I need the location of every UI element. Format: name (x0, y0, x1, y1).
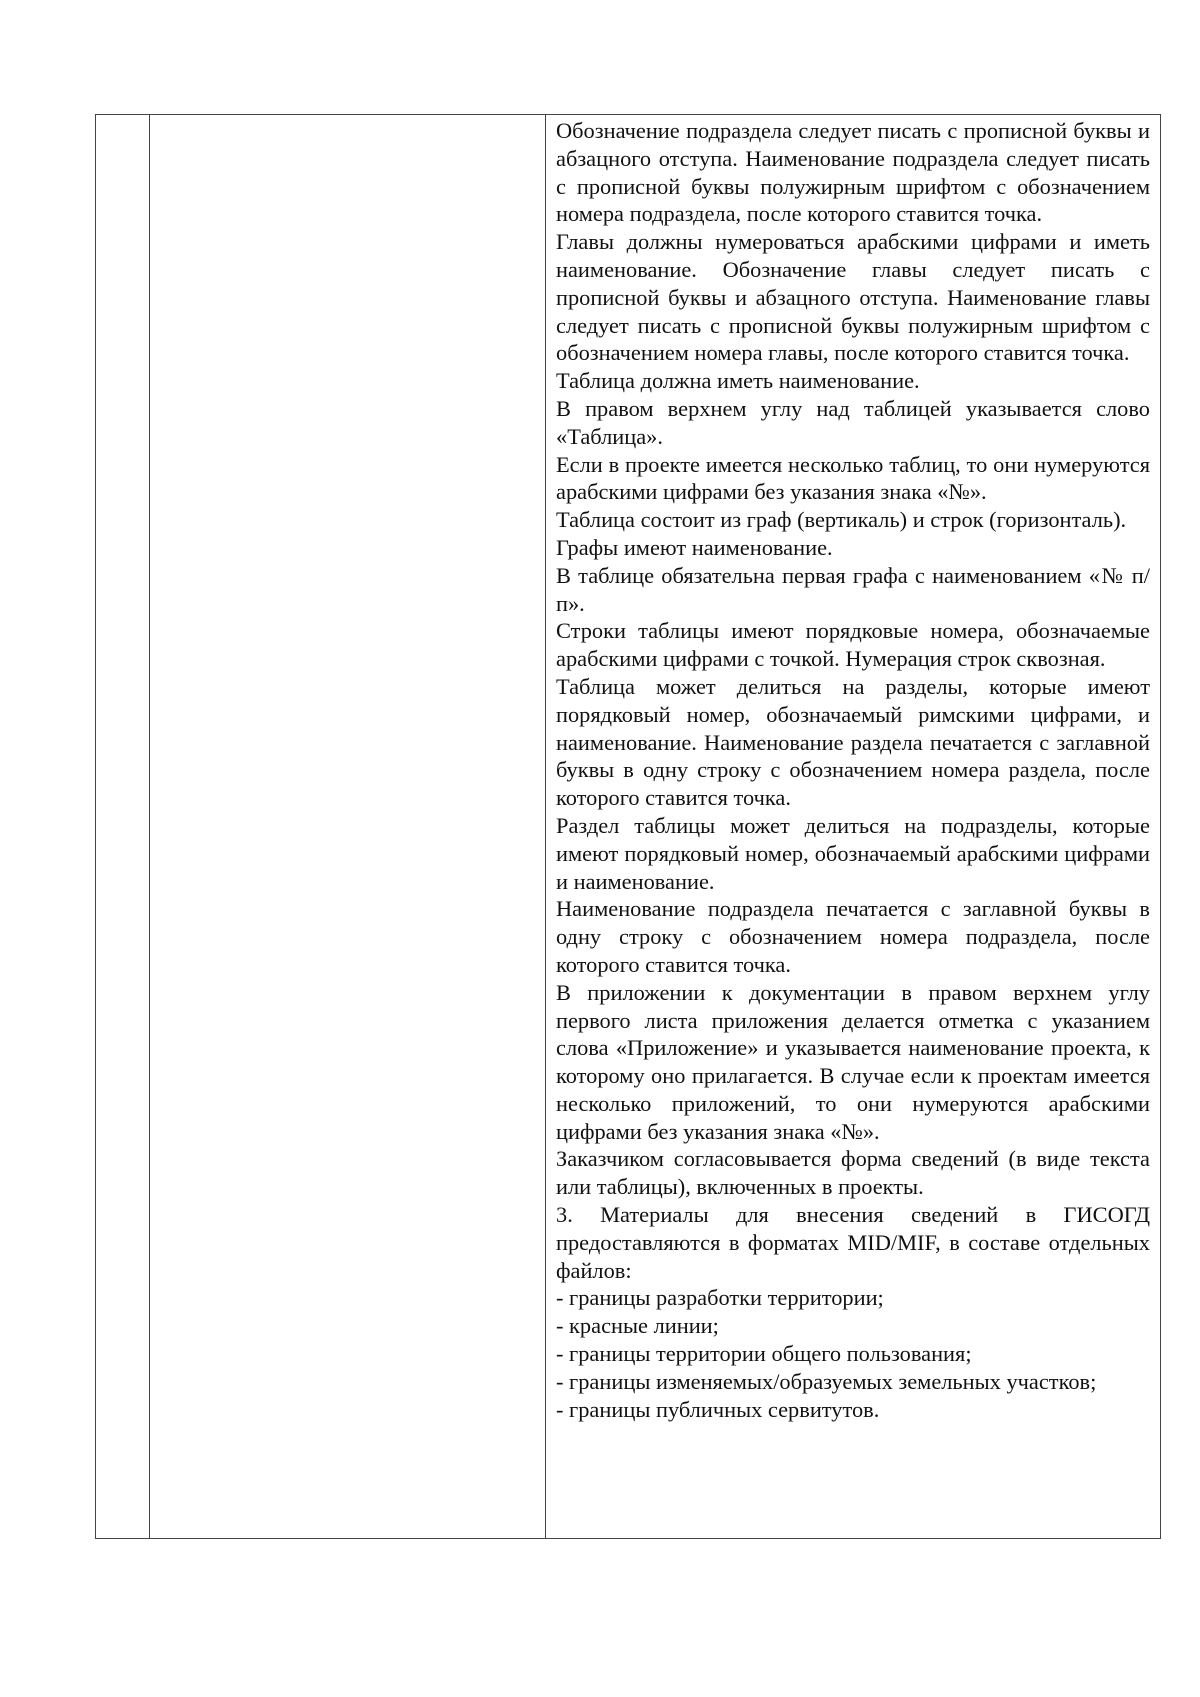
paragraph: Строки таблицы имеют порядковые номера, обозначаемые арабскими цифрами с точкой. Нумерация строк сквозная. (556, 618, 1150, 672)
paragraph: Таблица состоит из граф (вертикаль) и строк (горизонталь). (556, 507, 1127, 533)
document-table (95, 114, 1161, 1539)
paragraph: Наименование подраздела печатается с заглавной буквы в одну строку с обозначением номера подраздела, после которого ставится точка. (556, 896, 1150, 977)
list-item: - границы территории общего пользования; (556, 1341, 972, 1367)
table-cell-number (96, 115, 150, 1538)
table-cell-requirements (546, 115, 1160, 1538)
paragraph: Таблица может делиться на разделы, которые имеют порядковый номер, обозначаемый римскими цифрами, и наименование. Наименование раздела печатается с заглавной буквы в одну строку с обозначением номера раздела, после которого ставится точка. (556, 673, 1150, 811)
table-cell-name (150, 115, 546, 1538)
paragraph: Обозначение подраздела следует писать с прописной буквы и абзацного отступа. Наименование подраздела следует писать с прописной буквы полужирным шрифтом с обозначением номера подраздела, после которого ставится точка. (556, 118, 1150, 227)
paragraph: Главы должны нумероваться арабскими цифрами и иметь наименование. Обозначение главы следует писать с прописной буквы и абзацного отступа. Наименование главы следует писать с прописной буквы полужирным шрифтом с обозначением номера главы, после которого ставится точка. (556, 229, 1150, 366)
list-item: - границы публичных сервитутов. (556, 1396, 880, 1422)
paragraph: В правом верхнем углу над таблицей указывается слово «Таблица». (556, 395, 1150, 449)
paragraph: В приложении к документации в правом верхнем углу первого листа приложения делается отметка с указанием слова «Приложение» и указывается наименование проекта, к которому оно прилагается. В случае если к проектам имеется несколько приложений, то они нумеруются арабскими цифрами без указания знака «№». (556, 979, 1150, 1144)
list-item: - границы изменяемых/образуемых земельных участков; (556, 1368, 1097, 1394)
list-item: - красные линии; (556, 1313, 719, 1339)
paragraph: Раздел таблицы может делиться на подразделы, которые имеют порядковый номер, обозначаемый арабскими цифрами и наименование. (556, 812, 1150, 894)
paragraph: В таблице обязательна первая графа с наименованием «№ п/п». (556, 562, 1150, 616)
paragraph: Таблица должна иметь наименование. (556, 368, 920, 394)
paragraph: Заказчиком согласовывается форма сведений (в виде текста или таблицы), включенных в проекты. (556, 1146, 1150, 1200)
paragraph: 3. Материалы для внесения сведений в ГИСОГД предоставляются в форматах MID/MIF, в составе отдельных файлов: (556, 1202, 1150, 1283)
list-item: - границы разработки территории; (556, 1285, 884, 1311)
paragraph: Если в проекте имеется несколько таблиц, то они нумеруются арабскими цифрами без указания знака «№». (556, 451, 1150, 505)
paragraph: Графы имеют наименование. (556, 534, 833, 560)
